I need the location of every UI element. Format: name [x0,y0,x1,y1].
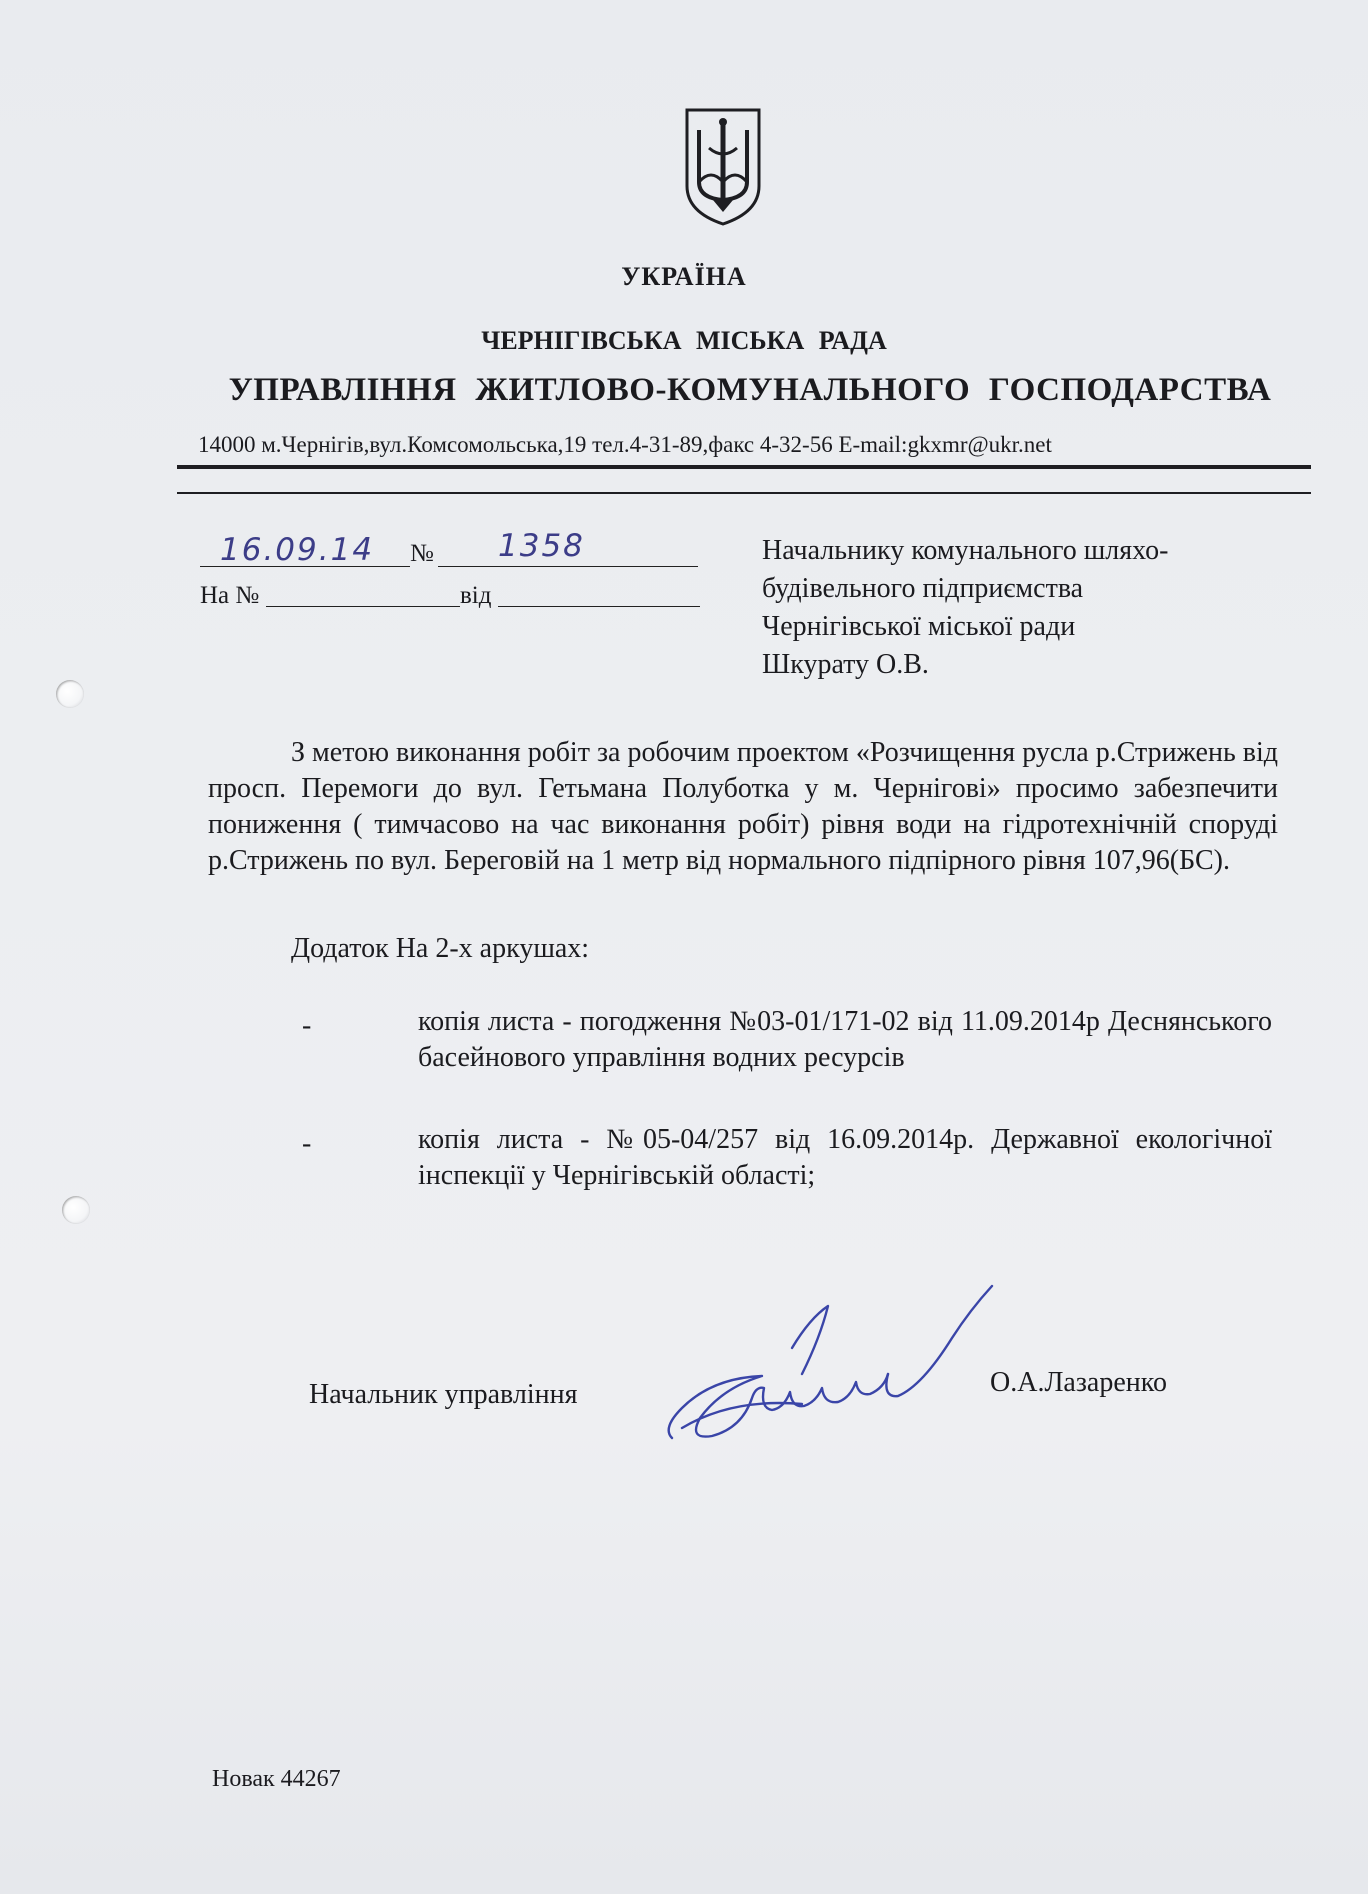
addressee-line: Начальнику комунального шляхо- [762,535,1169,566]
country-name: УКРАЇНА [621,262,747,291]
coat-of-arms-icon [683,108,763,226]
letter-body-paragraph: З метою виконання робіт за робочим проектом «Розчищення русла р.Стрижень від просп. Перемоги до вул. Гетьмана Полуботка у м. Чернігові» просимо забезпечити пониження ( тимчасово на час виконання робіт) рівня води на гідротехнічній споруді р.Стрижень по вул. Береговій на 1 метр від нормального підпірного рівня 107,96(БС). [208,737,1278,876]
outgoing-number: 1358 [498,528,585,564]
header-rule-thick [177,465,1311,469]
signer-position: Начальник управління [309,1379,578,1410]
department-name: УПРАВЛІННЯ ЖИТЛОВО-КОМУНАЛЬНОГО ГОСПОДАРСТВА [228,372,1272,408]
header-rule-thin [177,492,1311,494]
punch-hole-top [56,680,84,708]
number-line [438,566,698,567]
addressee-line: Чернігівської міської ради [762,611,1076,642]
reply-number-line [266,606,460,607]
addressee-block [762,532,1168,684]
addressee-line: Шкурату О.В. [762,649,929,680]
attachment-dash: - [302,1128,312,1159]
number-label: № [410,540,434,567]
reply-to-label: На № [200,582,260,609]
attachment-item-2: копія листа - №05-04/257 від 16.09.2014р. Державної екологічної інспекції у Чернігівській області; [418,1124,1272,1191]
signer-name: О.А.Лазаренко [990,1367,1167,1398]
department-address: 14000 м.Чернігів,вул.Комсомольська,19 тел.4-31-89,факс 4-32-56 E-mail:gkxmr@ukr.net [198,432,1052,457]
handwritten-signature [652,1278,1002,1458]
attachment-dash: - [302,1010,312,1041]
addressee-line: будівельного підприємства [762,573,1084,604]
council-name: ЧЕРНІГІВСЬКА МІСЬКА РАДА [481,326,887,355]
outgoing-date: 16.09.14 [220,532,375,568]
reply-from-label: від [460,582,492,609]
executor-note: Новак 44267 [212,1766,341,1792]
punch-hole-bottom [62,1196,90,1224]
reply-date-line [498,606,700,607]
attachment-item-1: копія листа - погодження №03-01/171-02 від 11.09.2014р Деснянського басейнового управління водних ресурсів [418,1006,1272,1073]
attachment-title: Додаток На 2-х аркушах: [291,933,590,964]
